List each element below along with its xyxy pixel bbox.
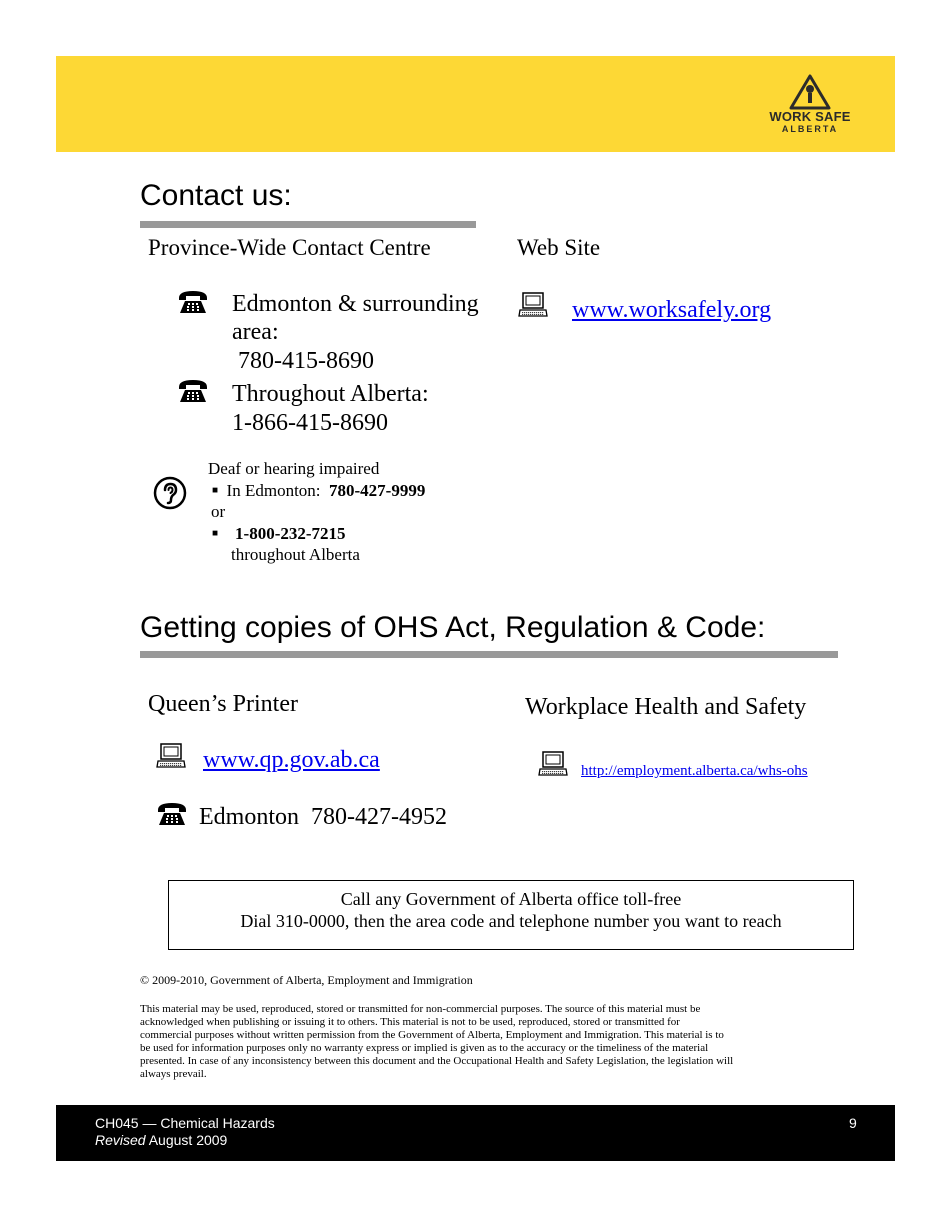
copyright: © 2009-2010, Government of Alberta, Employment and Immigration [140,973,473,987]
work-safe-alberta-logo [764,74,856,144]
footer-revised-date: August 2009 [148,1132,228,1148]
copies-heading: Getting copies of OHS Act, Regulation & Code: [140,611,766,644]
printer-phone: 780-427-4952 [311,804,447,830]
contact-heading-rule [140,221,476,228]
printer-phone-line [199,803,447,832]
deaf-edmonton-item [212,480,425,501]
disclaimer-line: presented. In case of any inconsistency between this document and the Occupational Health and Safety Legislation, the legislation will [140,1055,734,1067]
deaf-tollfree-phone: 1-800-232-7215 [235,524,346,543]
bullet-icon: ■ [212,528,219,539]
contact-heading: Contact us: [140,179,292,212]
tollfree-box [168,880,854,950]
disclaimer-line: always prevail. [140,1068,207,1080]
hearing-impaired-icon [153,476,187,510]
telephone-icon [177,289,209,315]
province-contact-title: Province-Wide Contact Centre [148,235,431,260]
deaf-tollfree-item [212,523,346,544]
alberta-phone: 1-866-415-8690 [232,410,388,436]
telephone-icon [156,801,188,827]
bullet-icon: ■ [212,485,219,496]
queens-printer-title: Queen’s Printer [148,691,298,717]
alberta-label: Throughout Alberta: [232,381,429,407]
computer-icon [518,292,548,318]
deaf-edmonton-label: In Edmonton: [226,481,321,500]
logo-line-1: WORK SAFE [769,109,851,124]
deaf-title: Deaf or hearing impaired [208,459,380,478]
copies-heading-rule [140,651,838,658]
whs-link[interactable]: http://employment.alberta.ca/whs-ohs [581,763,808,779]
printer-city: Edmonton [199,804,299,830]
edmonton-phone: 780-415-8690 [238,348,374,374]
footer-revised [95,1132,227,1148]
deaf-or: or [211,502,226,521]
whs-title: Workplace Health and Safety [525,694,807,720]
disclaimer-line: be used for information purposes only no warranty express or implied is given as to the accuracy or the timeliness of the material [140,1042,709,1054]
web-site-title: Web Site [517,235,601,260]
computer-icon [538,751,568,777]
footer-revised-word: Revised [95,1132,146,1148]
edmonton-label-line1: Edmonton & surrounding [232,291,479,317]
disclaimer-line: acknowledged when publishing or issuing it to others. This material is not to be used, reproduced, stored or transmitted for [140,1016,680,1028]
logo-line-2: ALBERTA [781,124,839,134]
warning-triangle-icon [789,74,831,110]
worksafely-link[interactable]: www.worksafely.org [572,297,772,323]
telephone-icon [177,378,209,404]
footer-bar [56,1105,895,1161]
tollfree-line-1: Call any Government of Alberta office toll-free [340,889,682,909]
disclaimer-line: commercial purposes without written permission from the Government of Alberta, Employment and Immigration. This material is to [140,1029,724,1041]
disclaimer-line: This material may be used, reproduced, stored or transmitted for non-commercial purposes. The source of this material must be [140,1003,701,1015]
page-number: 9 [849,1115,857,1131]
qp-link[interactable]: www.qp.gov.ab.ca [203,747,380,773]
disclaimer [140,1003,830,1081]
edmonton-label-line2: area: [232,319,279,345]
deaf-edmonton-phone: 780-427-9999 [329,481,426,500]
deaf-tollfree-label: throughout Alberta [231,545,360,564]
computer-icon [156,743,186,769]
footer-doc-title: CH045 — Chemical Hazards [95,1115,275,1131]
tollfree-line-2: Dial 310-0000, then the area code and telephone number you want to reach [240,911,782,931]
